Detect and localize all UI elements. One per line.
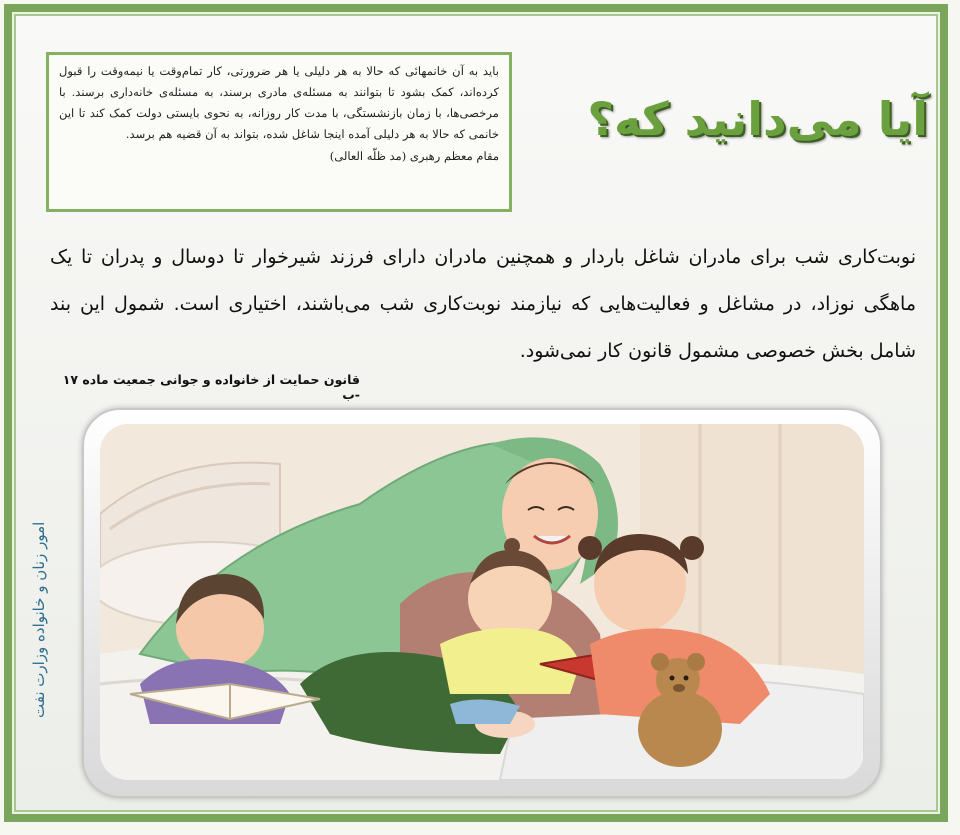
headline: آیا می‌دانید که؟: [587, 92, 928, 146]
law-reference: قانون حمایت از خانواده و جوانی جمعیت ماده ۱۷ -ب: [62, 372, 360, 402]
vertical-credit: امور زنان و خانواده وزارت نفت: [30, 521, 48, 719]
body-text: نوبت‌کاری شب برای مادران شاغل باردار و همچنین مادران دارای فرزند شیرخوار تا دوسال و پدران تا یک ماهگی نوزاد، در مشاغل و فعالیت‌هایی که نیازمند نوبت‌کاری شب می‌باشند، اختیاری است. شمول این بند شامل بخش خصوصی مشمول قانون کار نمی‌شود.: [50, 246, 916, 362]
quote-box: [46, 52, 512, 212]
quote-source: مقام معظم رهبری (مد ظلّه العالی): [329, 149, 499, 163]
mother-reading-illustration: [100, 424, 864, 780]
quote-text: باید به آن خانمهائی که حالا به هر دلیلی یا هر ضرورتی، کار تمام‌وقت یا نیمه‌وقت را قبول کرده‌اند، کمک بشود تا بتوانند به مسئله‌ی مادری برسند، به مسئله‌ی خانه‌داری برسند. با مرخصی‌ها، با زمان بازنشستگی، با مدت کار روزانه، به نحوی بایستی دولت کمک کند تا این خانمی که حالا به هر دلیلی آمده اینجا شاغل شده، بتواند به آن قضیه هم برسد.: [59, 64, 499, 141]
